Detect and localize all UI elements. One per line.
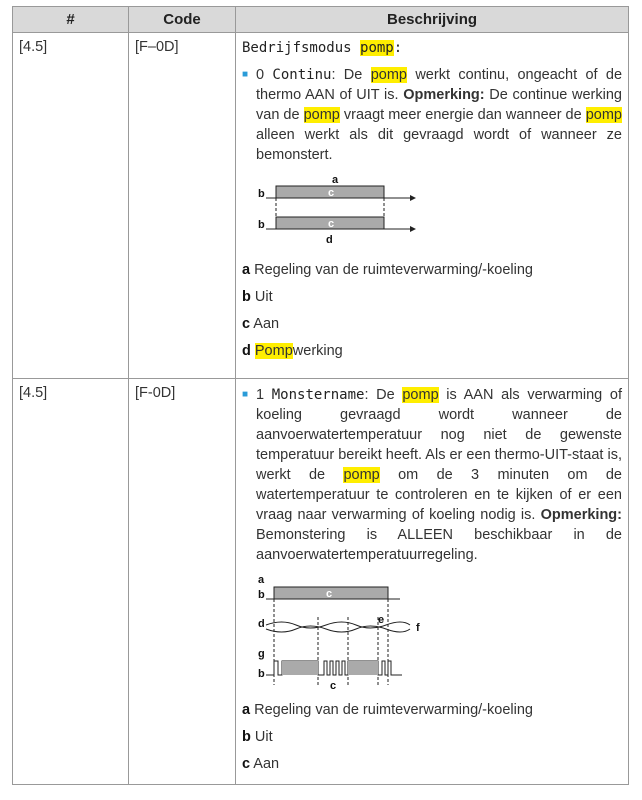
option-value: 1 [256,387,272,403]
table-header-row [13,7,629,33]
header-number: # [13,7,129,33]
diagram-label-c2: c [330,680,337,691]
text: : De [331,67,371,83]
legend-item [242,284,622,311]
legend-text: Regeling van de ruimteverwarming/-koeling [250,262,533,278]
legend-text: Uit [250,289,273,305]
legend-highlight: Pomp [254,343,293,359]
note-label: Opmerking: [403,87,485,103]
option-value: 0 [256,67,273,83]
row-description-cell [236,379,629,785]
row-number-cell [13,379,129,785]
legend-key: a [242,262,251,278]
text: Bemonstering is ALLEEN beschikbaar in de aanvoerwatertemperatuurregeling. [256,527,622,563]
pump-on-block [348,661,378,675]
row-number: [4.5] [19,385,48,401]
continuous-pump-diagram [252,173,422,251]
option-mode: Continu [272,67,332,83]
row-number-cell [13,33,129,379]
axis-arrow [410,226,416,232]
highlight: pomp [402,387,439,403]
text: : De [364,387,403,403]
diagram-label-g: g [258,648,265,660]
text: is AAN als verwarming of koeling gevraagd wordt wanneer de aanvoerwatertemperatuur nog niet de gewenste temperatuur bereikt heeft. Als er een thermo-UIT-staat is, werkt de [256,387,623,483]
legend-text: Uit [250,729,273,745]
diagram-label-c: c [328,187,335,199]
legend-item [242,697,622,724]
diagram-label-f: f [416,622,420,634]
diagram-label-c2: c [328,218,335,230]
setting-title [242,37,622,59]
legend-item [242,724,622,751]
bullet-icon: ■ [242,69,249,80]
legend-key: a [242,702,251,718]
legend-key: c [242,756,251,772]
pump-on-block [282,661,318,675]
legend-key: b [242,289,251,305]
highlight: pomp [343,467,380,483]
diagram-label-c: c [326,588,333,600]
header-code: Code [129,7,236,33]
legend-item [242,257,622,284]
legend-text: Aan [250,316,280,332]
settings-table [12,6,629,785]
axis-arrow [410,195,416,201]
sampling-pump-diagram [252,573,432,691]
title-highlight: pomp [360,40,394,56]
diagram-label-a: a [332,174,339,186]
legend-text: werking [292,343,343,359]
diagram-label-d: d [258,618,265,630]
option-description [256,65,622,165]
text: alleen werkt als dit gevraagd wordt of wanneer ze bemonstert. [256,127,622,163]
header-description: Beschrijving [236,7,629,33]
diagram-label-e: e [378,614,385,626]
note-label: Opmerking: [540,507,622,523]
text: om de 3 minuten om de watertemperatuur te controleren en te kijken of er een vraag naar verwarming of koeling nodig is. [256,467,622,523]
legend-key: b [242,729,251,745]
legend-item [242,311,622,338]
diagram-label-b2: b [258,219,265,231]
row-description-cell [236,33,629,379]
option-description [256,385,622,565]
text: De continue werking van de [256,87,622,123]
table-row [13,33,629,379]
row-number: [4.5] [19,39,48,55]
diagram-label-b: b [258,188,265,200]
option-bullet [242,65,622,165]
legend-item [242,338,622,365]
diagram-label-d: d [326,234,333,246]
option-mode: Monstername [271,387,365,403]
diagram-label-b: b [258,589,265,601]
legend-text: Regeling van de ruimteverwarming/-koeling [250,702,533,718]
text: werkt continu, ongeacht of de thermo AAN of UIT is. [256,67,623,103]
option-bullet [242,385,622,565]
diagram-label-b2: b [258,668,265,680]
title-colon: : [393,40,403,56]
row-code: [F-0D] [135,385,176,401]
highlight: pomp [585,107,622,123]
highlight: pomp [370,67,407,83]
legend-key: d [242,343,251,359]
row-code-cell [129,33,236,379]
legend-key: c [242,316,251,332]
highlight: pomp [303,107,340,123]
row-code: [F–0D] [135,39,179,55]
row-code-cell [129,379,236,785]
bullet-icon: ■ [242,389,249,400]
legend-item [242,751,622,778]
title-text: Bedrijfsmodus [242,40,361,56]
table-row [13,379,629,785]
text: vraagt meer energie dan wanneer de [339,107,586,123]
diagram-label-a: a [258,574,265,586]
legend-text: Aan [250,756,280,772]
